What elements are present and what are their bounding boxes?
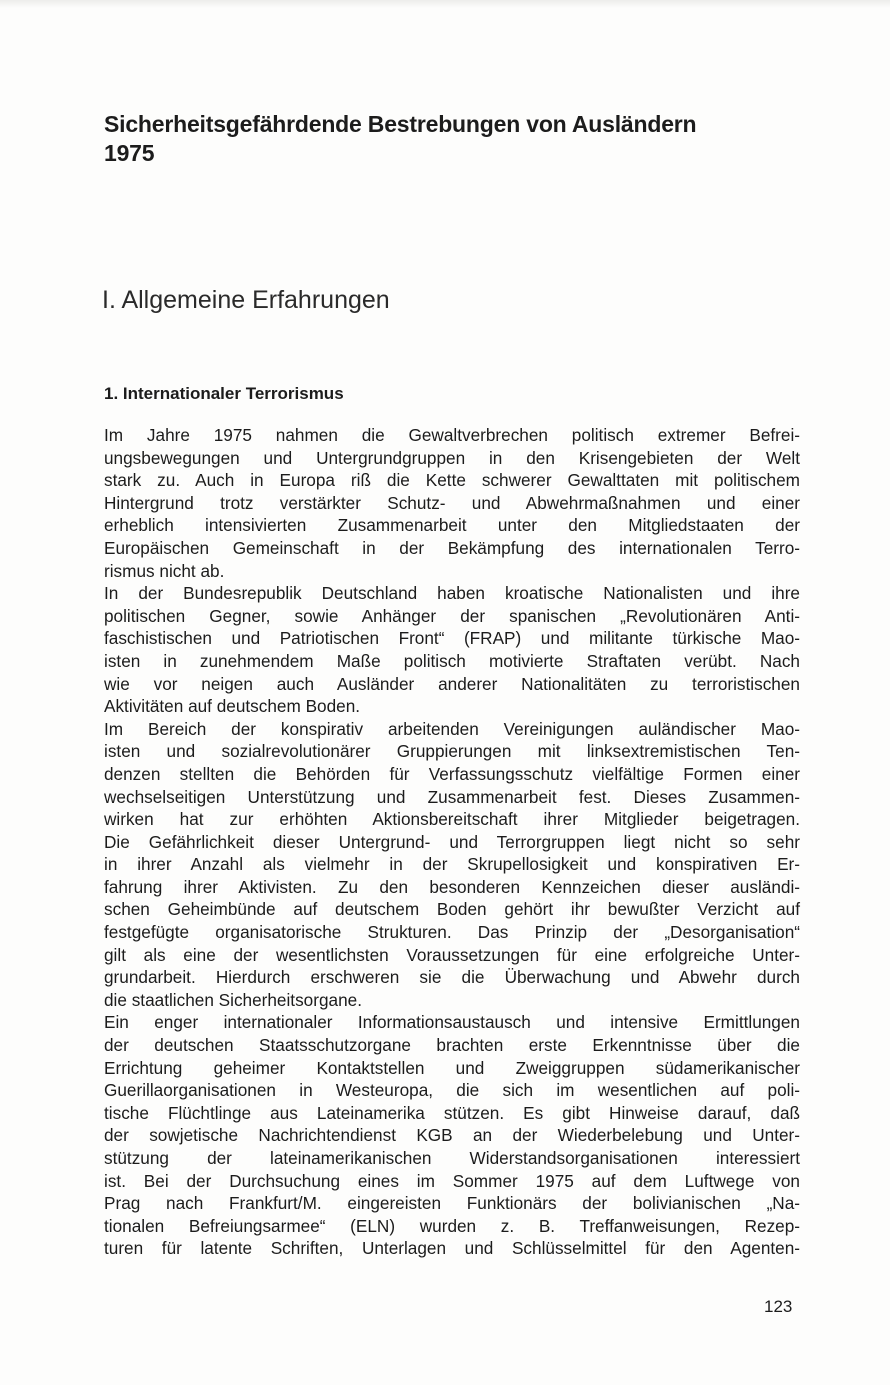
page-title-line-1: Sicherheitsgefährdende Bestrebungen von Ausländern bbox=[104, 111, 697, 137]
page-title bbox=[104, 110, 804, 168]
body-text-line: Im Jahre 1975 nahmen die Gewaltverbrechen politisch extremer Befrei- bbox=[104, 425, 800, 445]
body-text-line: rismus nicht ab. bbox=[104, 560, 225, 581]
body-text-line: politischen Gegner, sowie Anhänger der spanischen „Revolutionären Anti- bbox=[104, 605, 800, 626]
body-text-line: isten in zunehmendem Maße politisch motivierte Straftaten verübt. Nach bbox=[104, 650, 800, 671]
body-text-line: festgefügte organisatorische Strukturen. Das Prinzip der „Desorganisation“ bbox=[104, 922, 800, 943]
body-text-line: ungsbewegungen und Untergrundgruppen in den Krisengebieten der Welt bbox=[104, 447, 800, 468]
body-text-line: Prag nach Frankfurt/M. eingereisten Funktionärs der bolivianischen „Na- bbox=[104, 1193, 800, 1214]
body-text-line: Europäischen Gemeinschaft in der Bekämpfung des internationalen Terro- bbox=[104, 537, 800, 558]
page-number: 123 bbox=[764, 1297, 793, 1316]
chapter-heading: I. Allgemeine Erfahrungen bbox=[102, 286, 390, 314]
body-text-line: gilt als eine der wesentlichsten Voraussetzungen für eine erfolgreiche Unter- bbox=[104, 944, 800, 965]
page-title-line-2: 1975 bbox=[104, 140, 155, 166]
body-text-line: In der Bundesrepublik Deutschland haben kroatische Nationalisten und ihre bbox=[104, 583, 800, 604]
body-text-line: ist. Bei der Durchsuchung eines im Sommer 1975 auf dem Luftwege von bbox=[104, 1170, 800, 1191]
body-text-line: stark zu. Auch in Europa riß die Kette schwerer Gewalttaten mit politischem bbox=[104, 470, 800, 491]
body-text-line: Ein enger internationaler Informationsaustausch und intensive Ermittlungen bbox=[104, 1012, 800, 1033]
scan-edge-shading bbox=[0, 0, 890, 8]
body-text-line: denzen stellten die Behörden für Verfassungsschutz vielfältige Formen einer bbox=[104, 763, 800, 784]
body-text-line: die staatlichen Sicherheitsorgane. bbox=[104, 989, 362, 1010]
body-text-line: wie vor neigen auch Ausländer anderer Nationalitäten zu terroristischen bbox=[104, 673, 800, 694]
body-text-line: Guerillaorganisationen in Westeuropa, die sich im wesentlichen auf poli- bbox=[104, 1080, 800, 1101]
body-text bbox=[104, 424, 800, 1260]
body-text-line: Errichtung geheimer Kontaktstellen und Zweiggruppen südamerikanischer bbox=[104, 1057, 800, 1078]
body-text-line: fahrung ihrer Aktivisten. Zu den besonderen Kennzeichen dieser ausländi- bbox=[104, 876, 800, 897]
body-text-line: in ihrer Anzahl als vielmehr in der Skrupellosigkeit und konspirativen Er- bbox=[104, 854, 800, 875]
body-text-line: isten und sozialrevolutionärer Gruppierungen mit linksextremistischen Ten- bbox=[104, 741, 800, 762]
body-text-line: tionalen Befreiungsarmee“ (ELN) wurden z. B. Treffanweisungen, Rezep- bbox=[104, 1215, 800, 1236]
body-text-line: Aktivitäten auf deutschem Boden. bbox=[104, 696, 361, 717]
body-text-line: grundarbeit. Hierdurch erschweren sie die Überwachung und Abwehr durch bbox=[104, 967, 800, 988]
body-text-line: Im Bereich der konspirativ arbeitenden Vereinigungen auländischer Mao- bbox=[104, 718, 800, 739]
body-text-line: erheblich intensivierten Zusammenarbeit unter den Mitgliedstaaten der bbox=[104, 515, 800, 536]
body-text-line: Die Gefährlichkeit dieser Untergrund- und Terrorgruppen liegt nicht so sehr bbox=[104, 831, 800, 852]
body-text-line: stützung der lateinamerikanischen Widerstandsorganisationen interessiert bbox=[104, 1148, 800, 1168]
body-text-line: wechselseitigen Unterstützung und Zusammenarbeit fest. Dieses Zusammen- bbox=[104, 786, 800, 807]
body-text-line: schen Geheimbünde auf deutschem Boden gehört ihr bewußter Verzicht auf bbox=[104, 899, 800, 920]
body-text-line: Hintergrund trotz verstärkter Schutz- und Abwehrmaßnahmen und einer bbox=[104, 492, 800, 513]
body-text-line: der sowjetische Nachrichtendienst KGB an der Wiederbelebung und Unter- bbox=[104, 1125, 800, 1146]
section-heading: 1. Internationaler Terrorismus bbox=[104, 384, 344, 403]
body-text-line: wirken hat zur erhöhten Aktionsbereitschaft ihrer Mitglieder beigetragen. bbox=[104, 809, 800, 830]
body-text-line: der deutschen Staatsschutzorgane brachten erste Erkenntnisse über die bbox=[104, 1035, 800, 1056]
body-text-line: faschistischen und Patriotischen Front“ (FRAP) und militante türkische Mao- bbox=[104, 628, 800, 649]
body-text-line: turen für latente Schriften, Unterlagen und Schlüsselmittel für den Agenten- bbox=[104, 1238, 800, 1259]
body-text-line: tische Flüchtlinge aus Lateinamerika stützen. Es gibt Hinweise darauf, daß bbox=[104, 1102, 800, 1123]
